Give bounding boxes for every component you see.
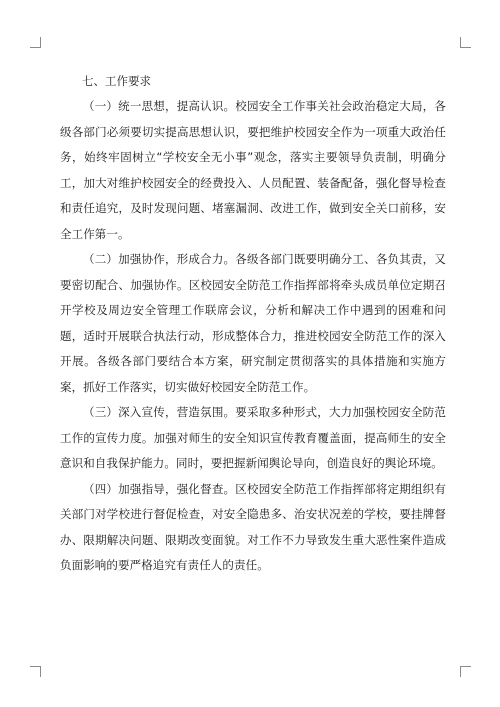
section-heading: 七、工作要求	[82, 74, 151, 88]
document-body	[60, 68, 446, 579]
crop-mark-top-left	[30, 37, 41, 48]
crop-mark-bottom-left	[30, 666, 41, 677]
crop-mark-top-right	[460, 37, 471, 48]
paragraph-supervision: （四）加强指导，强化督查。区校园安全防范工作指挥部将定期组织有关部门对学校进行督促检查，对安全隐患多、治安状况差的学校，要挂牌督办、限期解决问题、限期改变面貌。对工作不力导致发生重大恶性案件造成负面影响的要严格追究有责任人的责任。	[60, 481, 446, 572]
paragraph-publicity: （三）深入宣传，营造氛围。要采取多种形式，大力加强校园安全防范工作的宣传力度。加强对师生的安全知识宣传教育覆盖面，提高师生的安全意识和自我保护能力。同时，要把握新闻舆论导向，创造良好的舆论环境。	[60, 405, 446, 470]
paragraph-cooperation: （二）加强协作，形成合力。各级各部门既要明确分工、各负其责，又要密切配合、加强协作。区校园安全防范工作指挥部将牵头成员单位定期召开学校及周边安全管理工作联席会议，分析和解决工作中遇到的困难和问题，适时开展联合执法行动，形成整体合力，推进校园安全防范工作的深入开展。各级各部门要结合本方案，研究制定贯彻落实的具体措施和实施方案，抓好工作落实，切实做好校园安全防范工作。	[60, 252, 446, 394]
paragraph-unify-thinking: （一）统一思想，提高认识。校园安全工作事关社会政治稳定大局，各级各部门必须要切实提高思想认识，要把维护校园安全作为一项重大政治任务，始终牢固树立“学校安全无小事”观念，落实主要领导负责制，明确分工，加大对维护校园安全的经费投入、人员配置、装备配备，强化督导检查和责任追究，及时发现问题、堵塞漏洞、改进工作，做到安全关口前移，安全工作第一。	[60, 99, 446, 241]
crop-mark-bottom-right	[460, 666, 471, 677]
